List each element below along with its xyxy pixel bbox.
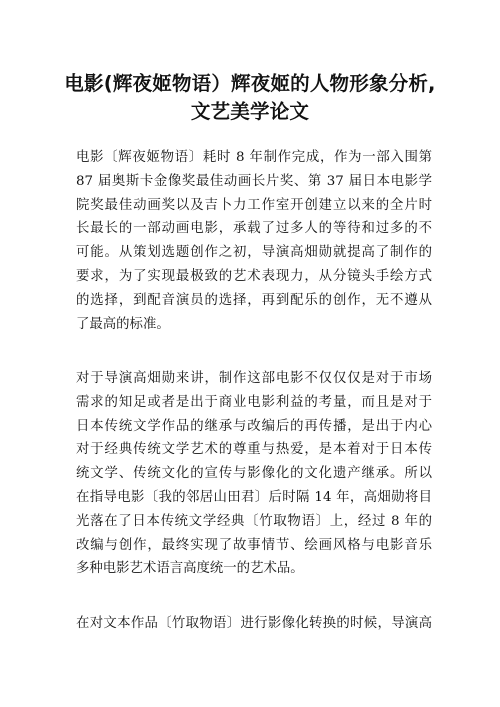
text-line: 在对文本作品〔竹取物语〕进行影像化转换的时候，导演高 xyxy=(76,616,432,631)
text-line: 日本传统文学作品的继承与改编后的再传播，是出于内心 xyxy=(76,418,432,434)
paragraph-2 xyxy=(76,367,432,581)
paragraph-1 xyxy=(76,146,432,336)
text-line: 了最高的标准。 xyxy=(76,316,170,332)
text-line: 多种电影艺术语言高度统一的艺术品。 xyxy=(76,561,304,577)
text-line: 改编与创作，最终实现了故事情节、绘画风格与电影音乐 xyxy=(76,537,432,553)
text-line: 要求，为了实现最极致的艺术表现力，从分镜头手绘方式 xyxy=(76,268,432,284)
text-line: 需求的知足或者是出于商业电影利益的考量，而且是对于 xyxy=(76,394,432,410)
text-line: 的选择，到配音演员的选择，再到配乐的创作，无不遵从 xyxy=(76,292,432,308)
text-line: 可能。从策划选题创作之初，导演高畑勋就提高了制作的 xyxy=(76,245,432,261)
text-line: 统文学、传统文化的宣传与影像化的文化遗产继承。所以 xyxy=(76,466,432,482)
title-line: 文艺美学论文 xyxy=(190,100,310,123)
paragraph-3 xyxy=(76,612,432,636)
text-line: 对于导演高畑勋来讲，制作这部电影不仅仅仅是对于市场 xyxy=(76,371,432,386)
text-line: 87 届奥斯卡金像奖最佳动画长片奖、第 37 届日本电影学 xyxy=(76,173,432,189)
text-line: 光落在了日本传统文学经典〔竹取物语〕上，经过 8 年的 xyxy=(76,513,432,529)
text-line: 院奖最佳动画奖以及吉卜力工作室开创建立以来的全片时 xyxy=(76,197,432,213)
text-line: 对于经典传统文学艺术的尊重与热爱，是本着对于日本传 xyxy=(76,442,432,458)
text-line: 长最长的一部动画电影，承载了过多人的等待和过多的不 xyxy=(76,221,432,237)
text-line: 电影〔辉夜姬物语〕耗时 8 年制作完成，作为一部入围第 xyxy=(76,150,432,165)
document-title xyxy=(50,70,450,126)
text-line: 在指导电影〔我的邻居山田君〕后时隔 14 年，高畑勋将目 xyxy=(76,489,432,505)
title-line: 电影(辉夜姬物语）辉夜姬的人物形象分析, xyxy=(64,72,436,95)
